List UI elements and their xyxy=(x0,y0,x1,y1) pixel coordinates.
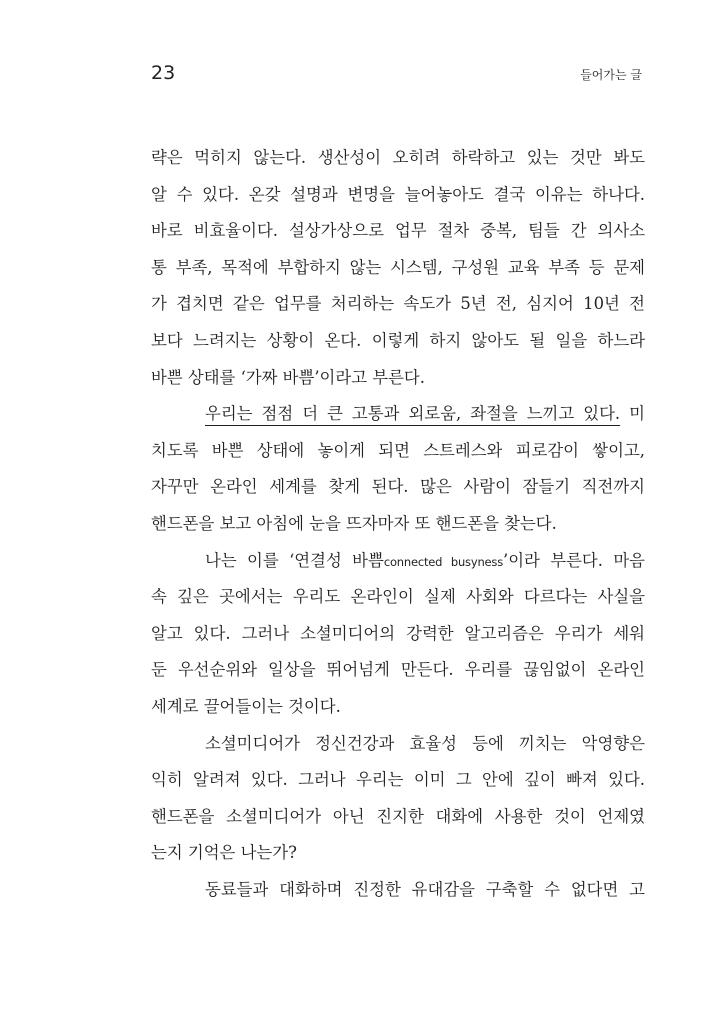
english-term: connected busyness xyxy=(383,554,503,569)
text-line: 통 부족, 목적에 부합하지 않는 시스템, 구성원 교육 부족 등 문제 xyxy=(151,257,645,277)
text-line: 는지 기억은 나는가? xyxy=(151,843,297,863)
text-line: 보다 느려지는 상황이 온다. 이렇게 하지 않아도 될 일을 하느라 xyxy=(151,330,645,350)
text-line: 핸드폰을 소셜미디어가 아닌 진지한 대화에 사용한 것이 언제였 xyxy=(151,806,645,826)
text-line: 략은 먹히지 않는다. 생산성이 오히려 하락하고 있는 것만 봐도 xyxy=(151,148,645,167)
text-line: 세계로 끌어들이는 것이다. xyxy=(151,696,341,716)
text-line: 치도록 바쁜 상태에 놓이게 되면 스트레스와 피로감이 쌓이고, xyxy=(151,440,645,460)
text-line: 알고 있다. 그러나 소셜미디어의 강력한 알고리즘은 우리가 세워 xyxy=(151,623,645,643)
text-line: 익히 알려져 있다. 그러나 우리는 이미 그 안에 깊이 빠져 있다. xyxy=(151,770,645,790)
underlined-text: 우리는 점점 더 큰 고통과 외로움, 좌절을 느끼고 있다. xyxy=(205,404,621,424)
page-number: 23 xyxy=(151,62,176,84)
text-line: 바로 비효율이다. 설상가상으로 업무 절차 중복, 팀들 간 의사소 xyxy=(151,221,645,241)
paragraph-first-line: 소셜미디어가 정신건강과 효율성 등에 끼치는 악영향은 xyxy=(205,733,645,753)
text-line: 속 깊은 곳에서는 우리도 온라인이 실제 사회와 다르다는 사실을 xyxy=(151,587,645,607)
text-line: 알 수 있다. 온갖 설명과 변명을 늘어놓아도 결국 이유는 하나다. xyxy=(151,184,645,204)
text-line: 자꾸만 온라인 세계를 찾게 된다. 많은 사람이 잠들기 직전까지 xyxy=(151,477,645,497)
text-line: 가 겹치면 같은 업무를 처리하는 속도가 5년 전, 심지어 10년 전 xyxy=(151,294,645,314)
text-span: 미 xyxy=(620,404,646,424)
text-span: 나는 이를 ‘연결성 바쁨 xyxy=(205,550,384,570)
paragraph-first-line: 동료들과 대화하며 진정한 유대감을 구축할 수 없다면 고 xyxy=(205,879,645,899)
text-line: 핸드폰을 보고 아침에 눈을 뜨자마자 또 핸드폰을 찾는다. xyxy=(151,513,557,533)
paragraph-first-line xyxy=(151,396,645,433)
text-span: ’이라 부른다. 마음 xyxy=(503,550,645,570)
text-line: 바쁜 상태를 ‘가짜 바쁨’이라고 부른다. xyxy=(151,367,425,387)
text-line: 둔 우선순위와 일상을 뛰어넘게 만든다. 우리를 끊임없이 온라인 xyxy=(151,660,645,680)
body-text xyxy=(151,140,645,908)
running-header: 들어가는 글 xyxy=(580,68,642,82)
paragraph-first-line xyxy=(151,543,645,580)
